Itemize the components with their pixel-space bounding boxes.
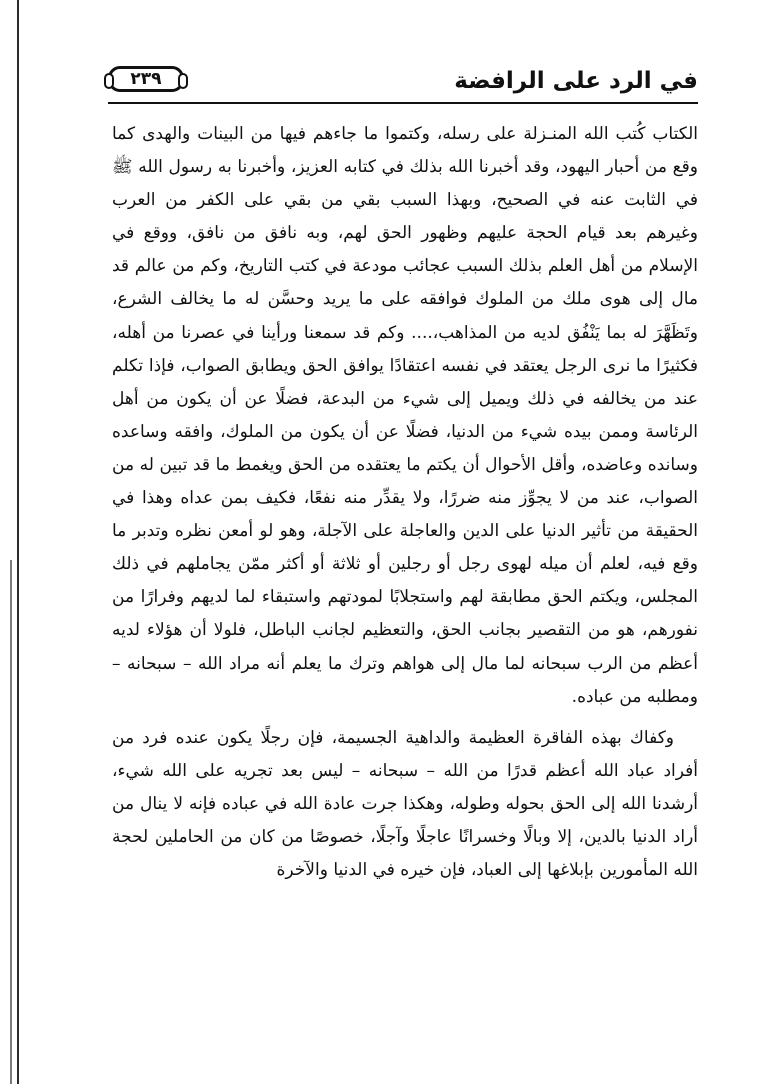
page-number: ٢٣٩ [130, 69, 162, 89]
page-edge-line [17, 0, 19, 1084]
paragraph: الكتاب كُتب الله المنـزلة على رسله، وكتموا ما جاءهم فيها من البينات والهدى كما وقع من أحبار اليهود، وقد أخبرنا الله بذلك في كتابه العزيز، وأخبرنا به رسول الله ﷺ في الثابت عنه في الصحيح، وبهذا السبب بقي من بقي على الكفر من العرب وغيرهم بعد قيام الحجة عليهم وظهور الحق لهم، وبه نافق من نافق، ووقع في الإسلام من أهل العلم بذلك السبب عجائب مودعة في كتب التاريخ، وكم من عالم قد مال إلى هوى ملك من الملوك فوافقه على ما يريد وحسَّن له ما يخالف الشرع، وتَظَهَّرَ له بما يَنْفُق لديه من المذاهب،.... وكم قد سمعنا ورأينا في عصرنا من أهله، فكثيرًا ما نرى الرجل يعتقد في نفسه اعتقادًا يوافق الحق ويطابق الصواب، فإذا تكلم عند من يخالفه في ذلك ويميل إلى شيء من البدعة، فضلًا عن أن يكون من أهل الرئاسة وممن بيده شيء من الدنيا، فضلًا عن أن يكون من الملوك، وافقه وساعده وسانده وعاضده، وأقل الأحوال أن يكتم ما يعتقده من الحق ويغمط ما قد تبين له من الصواب، عند من لا يجوِّز منه ضررًا، ولا يقدِّر منه نفعًا، فكيف بمن عداه وهذا في الحقيقة من تأثير الدنيا على الدين والعاجلة على الآجلة، وهو لو أمعن نظره وتدبر ما وقع فيه، لعلم أن ميله لهوى رجل أو رجلين أو ثلاثة أو أكثر ممّن يجاملهم في ذلك المجلس، ويكتم الحق مطابقة لهم واستجلابًا لمودتهم واستبقاء لما لديهم وفرارًا من نفورهم، هو من التقصير بجانب الحق، والتعظيم لجانب الباطل، فلولا أن هؤلاء لديه أعظم من الرب سبحانه لما مال إلى هواهم وترك ما يعلم أنه مراد الله – سبحانه – ومطلبه من عباده. [112, 124, 698, 707]
paragraph: وكفاك بهذه الفاقرة العظيمة والداهية الجسيمة، فإن رجلًا يكون عنده فرد من أفراد عباد الله أعظم قدرًا من الله – سبحانه – ليس بعد تجريه على الله شيء، أرشدنا الله إلى الحق بحوله وطوله، وهكذا جرت عادة الله في عباده فإنه لا ينال من أراد الدنيا بالدين، إلا وبالًا وخسرانًا عاجلًا وآجلًا، خصوصًا من كان من الحاملين لحجة الله المأمورين بإبلاغها إلى العباد، فإن خيره في الدنيا والآخرة [112, 727, 699, 881]
header-divider [108, 102, 698, 104]
page-number-frame [108, 66, 184, 92]
body-text [112, 118, 698, 887]
page-edge-shadow [10, 560, 12, 1084]
page-header [108, 62, 698, 106]
running-title: في الرد على الرافضة [454, 68, 698, 94]
